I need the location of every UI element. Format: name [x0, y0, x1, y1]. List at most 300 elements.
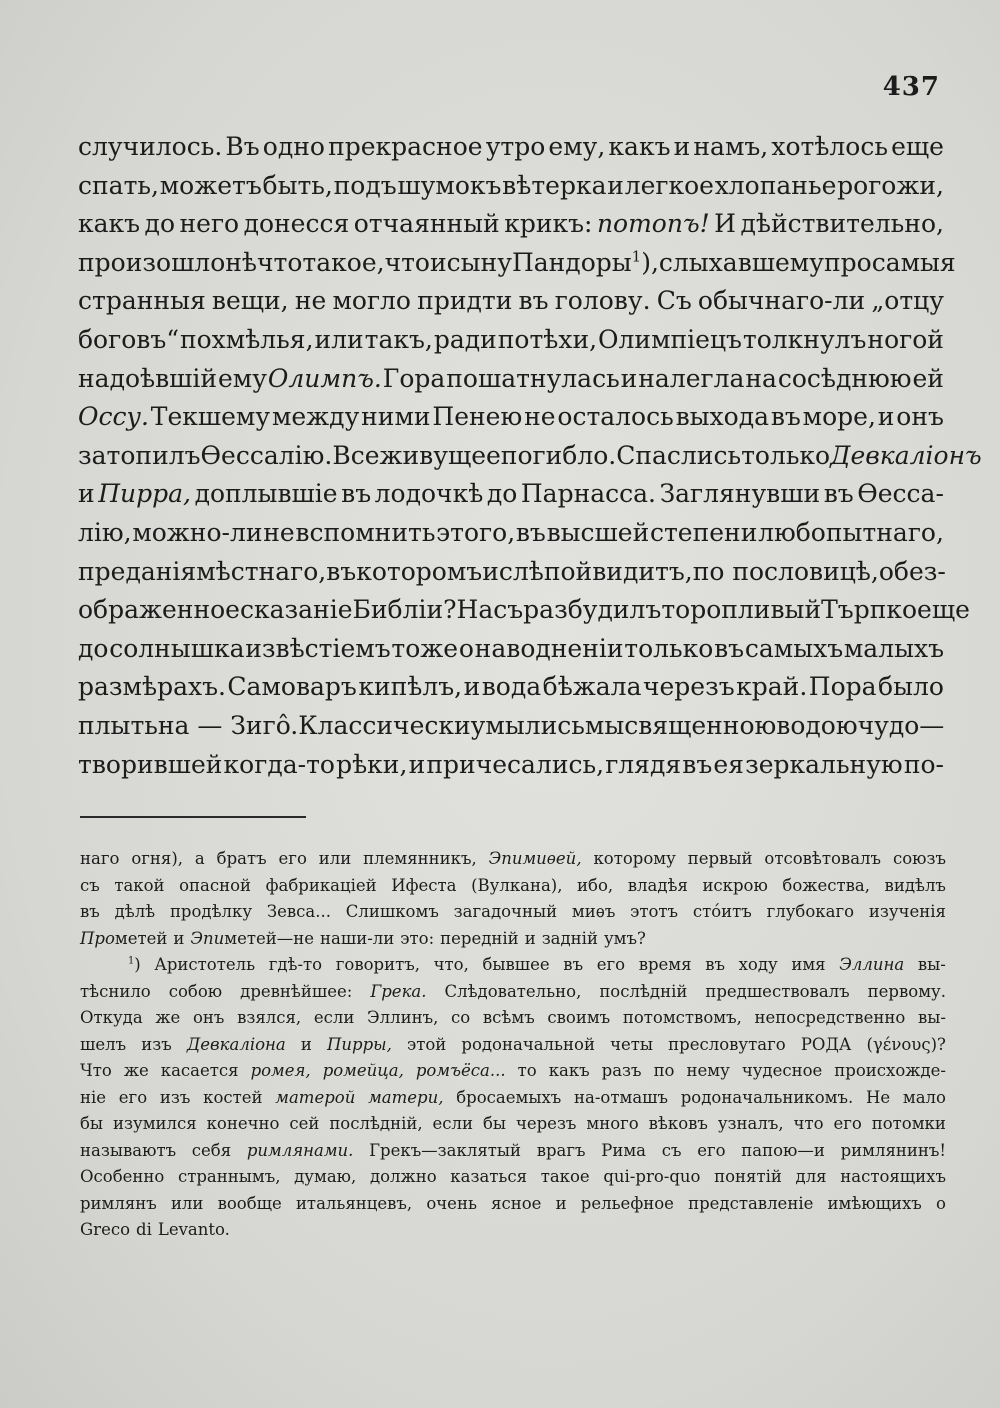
word: древнѣйшее:	[240, 981, 353, 1001]
word: Ѳесса-	[857, 479, 944, 509]
word: такое,	[302, 247, 385, 277]
word: на	[745, 363, 777, 393]
word: творившей	[78, 749, 223, 779]
word: братъ	[216, 849, 267, 868]
word: опасной	[179, 875, 252, 895]
word: когда-то	[223, 749, 335, 779]
word: Прометей	[80, 928, 168, 948]
page-number: 437	[882, 72, 940, 102]
word: или	[170, 1193, 204, 1213]
word: въ	[326, 556, 357, 586]
word: этой	[406, 1034, 447, 1054]
word: бы	[482, 1114, 507, 1133]
word: миѳъ	[571, 902, 616, 921]
word: въ	[714, 633, 745, 663]
word: Откуда	[80, 1008, 143, 1027]
word: римлянинъ!	[840, 1140, 946, 1160]
word: это:	[400, 928, 435, 948]
word: не	[263, 517, 295, 547]
word: утро	[485, 132, 546, 161]
word: въ	[518, 286, 549, 316]
word: для	[795, 1167, 827, 1186]
word: странныя	[78, 286, 206, 316]
word: произошло	[78, 247, 226, 277]
main-text-block	[78, 128, 982, 784]
word: бѣжала	[542, 672, 642, 702]
word: Съ	[656, 286, 692, 316]
word: осталось	[557, 402, 674, 432]
word: имя	[791, 955, 826, 974]
word: какъ	[78, 209, 141, 239]
word: Levanto.	[157, 1220, 230, 1239]
word: взялся,	[237, 1008, 302, 1027]
word: ромъёса...	[415, 1061, 506, 1080]
word: Пирры,	[327, 1034, 392, 1054]
word: костей	[203, 1087, 263, 1107]
word: Пандоры	[511, 247, 632, 277]
text-line	[78, 128, 944, 167]
word: нему	[686, 1061, 730, 1080]
word: Библіи?	[352, 595, 457, 625]
text-line	[78, 475, 944, 514]
word: шумокъ	[397, 170, 502, 200]
word: любопытнаго,	[758, 517, 944, 547]
word: же	[155, 1008, 181, 1027]
word: слѣпой	[498, 556, 593, 586]
word: называютъ	[80, 1140, 177, 1160]
word: изумился	[113, 1114, 197, 1133]
word: этотъ	[630, 902, 679, 921]
word: что	[793, 1114, 824, 1133]
word: умылись	[470, 710, 585, 740]
word: послѣдній	[599, 981, 688, 1001]
word: тѣснило	[80, 981, 151, 1001]
word: пошатнулась	[446, 363, 620, 393]
word: стóитъ	[692, 902, 752, 921]
word: Эпиметей—не	[190, 928, 315, 948]
word: матерой	[275, 1087, 356, 1107]
word: имѣющихъ	[827, 1193, 922, 1213]
word: въ	[341, 479, 372, 509]
word: di	[136, 1220, 152, 1239]
word: доплывшіе	[194, 479, 338, 509]
word: Въ	[225, 132, 260, 161]
word: и	[78, 479, 95, 509]
word: надоѣвшій	[78, 363, 218, 393]
word: умъ?	[603, 928, 646, 948]
word: и	[524, 928, 536, 948]
word: изученія	[868, 902, 946, 921]
word: было	[878, 672, 944, 702]
word: и	[555, 1193, 567, 1213]
word: РОДА	[800, 1034, 852, 1054]
footnote-line	[80, 1058, 946, 1085]
word: $^1$)	[128, 955, 141, 974]
word: отсовѣтовалъ	[764, 849, 882, 868]
word: онъ	[192, 1008, 225, 1027]
word: думаю,	[294, 1167, 357, 1186]
word: море,	[802, 402, 876, 432]
word: загадочный	[453, 902, 558, 921]
word: римлянъ	[80, 1193, 157, 1213]
word: Эллинъ,	[367, 1008, 439, 1027]
word: сыну	[446, 247, 512, 277]
word: Гора	[382, 363, 446, 393]
word: его	[697, 1140, 726, 1160]
word: чудесное	[741, 1061, 823, 1080]
word: или	[318, 849, 352, 868]
word: Что	[80, 1061, 112, 1080]
footnote-line	[80, 1164, 946, 1191]
word: ради	[433, 324, 497, 354]
footnote-line	[80, 1217, 946, 1244]
word: выхода	[675, 402, 769, 432]
word: Девкаліона	[186, 1034, 286, 1054]
word: какъ	[608, 132, 671, 161]
word: Девкаліонъ	[830, 440, 982, 470]
word: Пенею	[432, 402, 523, 432]
word: изъ	[159, 1087, 191, 1107]
word: четы	[610, 1034, 654, 1054]
word: вы-	[917, 1008, 946, 1027]
word: спать,	[78, 170, 159, 200]
word: сосѣднюю	[777, 363, 912, 393]
word: $^1$),	[631, 247, 659, 277]
word: крикъ:	[504, 209, 593, 239]
footnote-line	[80, 1032, 946, 1059]
word: и	[429, 247, 447, 277]
word: много	[586, 1114, 639, 1133]
word: затопилъ	[78, 440, 201, 470]
word: не	[294, 286, 327, 316]
word: на-отмашъ	[574, 1087, 668, 1107]
word: торопливый	[661, 595, 822, 625]
word: черезъ	[515, 1114, 577, 1133]
word: самыхъ	[744, 633, 844, 663]
word: мы	[584, 710, 625, 740]
word: донесся	[243, 209, 350, 239]
word: qui-pro-quo	[603, 1167, 701, 1186]
word: бывшее	[482, 955, 550, 974]
text-line	[78, 321, 944, 360]
word: итальянцевъ,	[295, 1193, 413, 1213]
footnote-line	[80, 1111, 946, 1138]
word: могло	[332, 286, 411, 316]
word: Текшему	[150, 402, 271, 432]
word: лодочкѣ	[374, 479, 484, 509]
word: хотѣлось	[771, 132, 888, 161]
word: происхожде-	[834, 1061, 946, 1080]
word: край.	[736, 672, 808, 702]
word: подъ	[333, 170, 397, 200]
word: ея	[713, 749, 744, 779]
word: преданія	[78, 556, 197, 586]
word: разбудилъ	[523, 595, 662, 625]
word: налегла	[638, 363, 745, 393]
word: тоже	[391, 633, 459, 663]
word: въ	[823, 479, 854, 509]
word: причесались,	[426, 749, 605, 779]
word: потомствомъ,	[622, 1008, 742, 1027]
word: должно	[369, 1167, 437, 1186]
word: Рима	[601, 1140, 647, 1160]
word: послѣдній,	[329, 1114, 423, 1133]
word: бросаемыхъ	[456, 1087, 562, 1107]
word: черезъ	[642, 672, 735, 702]
word: Насъ	[456, 595, 524, 625]
word: Ифеста	[391, 875, 457, 895]
word: Ѳессалію.	[200, 440, 333, 470]
word: въ	[682, 749, 713, 779]
word: передній	[440, 928, 519, 948]
word: мѣстнаго,	[196, 556, 327, 586]
footnote-line	[80, 1085, 946, 1112]
word: живущее	[379, 440, 501, 470]
word: понятій	[714, 1167, 782, 1186]
word: обычнаго-ли	[697, 286, 866, 316]
text-line	[78, 668, 944, 707]
word: этого,	[436, 517, 516, 547]
word: до	[78, 633, 109, 663]
word: и	[620, 363, 638, 393]
word: плыть	[78, 710, 158, 740]
word: только	[741, 440, 831, 470]
word: Пора	[808, 672, 877, 702]
word: такое	[540, 1167, 590, 1186]
word: и	[463, 672, 481, 702]
word: И	[714, 209, 736, 239]
word: солнышка	[109, 633, 245, 663]
word: водою	[776, 710, 858, 740]
word: и	[300, 1034, 312, 1054]
word: (γένους)?	[866, 1034, 946, 1054]
word: наши-ли	[320, 928, 395, 948]
word: которому	[593, 849, 676, 868]
word: и	[877, 402, 895, 432]
word: владѣя	[627, 875, 688, 895]
word: себя	[191, 1140, 232, 1160]
word: и	[607, 170, 624, 200]
word: на — Зигô.	[157, 710, 299, 740]
word: разъ	[601, 1061, 642, 1080]
word: одно	[262, 132, 325, 161]
word: онъ	[896, 402, 944, 432]
word: Greco	[80, 1220, 131, 1239]
word: по-	[903, 749, 944, 779]
word: Эллина	[839, 955, 905, 974]
word: только	[624, 633, 714, 663]
word: и	[408, 749, 426, 779]
word: такой	[114, 875, 165, 895]
word: что	[384, 247, 430, 277]
word: степени	[649, 517, 758, 547]
word: шелъ	[80, 1034, 127, 1054]
word: придти	[417, 286, 513, 316]
word: вѣтерка	[502, 170, 607, 200]
word: его	[596, 955, 626, 974]
word: самыя	[871, 247, 956, 277]
word: время	[638, 955, 692, 974]
text-line	[78, 514, 944, 553]
word: вода	[481, 672, 542, 702]
footnotes-block	[80, 846, 946, 1244]
word: ними	[361, 402, 431, 432]
word: по	[653, 1061, 675, 1080]
word: и	[673, 132, 691, 161]
word: Олимпіецъ	[598, 324, 742, 354]
word: врагъ	[536, 1140, 586, 1160]
word: то	[517, 1061, 537, 1080]
word: Зевса...	[266, 902, 331, 921]
word: въ	[80, 902, 100, 921]
word: говоритъ,	[335, 955, 420, 974]
word: бы	[80, 1114, 104, 1133]
word: если	[313, 1008, 355, 1027]
word: Спаслись	[616, 440, 742, 470]
word: Слѣдовательно,	[444, 981, 582, 1001]
word: малыхъ	[843, 633, 944, 663]
word: племянникъ,	[363, 849, 477, 868]
word: рогожи,	[837, 170, 944, 200]
word: хлопанье	[714, 170, 837, 200]
word: видѣлъ	[884, 875, 946, 895]
word: вспомнить	[295, 517, 436, 547]
word: очень	[426, 1193, 477, 1213]
word: со	[451, 1008, 471, 1027]
word: Заглянувши	[659, 479, 821, 509]
word: въ	[515, 517, 546, 547]
word: можетъ	[159, 170, 262, 200]
word: конечно	[206, 1114, 280, 1133]
word: ибо,	[577, 875, 614, 895]
word: ему,	[548, 132, 606, 161]
word: вещи,	[211, 286, 289, 316]
word: какъ	[548, 1061, 590, 1080]
text-line	[78, 707, 944, 746]
word: Грекъ—заклятый	[369, 1140, 521, 1160]
text-line	[78, 746, 944, 785]
word: еще	[891, 132, 944, 161]
word: пресловутаго	[668, 1034, 786, 1054]
footnote-line	[80, 1005, 946, 1032]
word: римлянами.	[246, 1140, 354, 1160]
word: ромея,	[250, 1061, 311, 1080]
word: до	[486, 479, 518, 509]
word: вѣковъ	[648, 1114, 708, 1133]
word: фабрикаціей	[265, 875, 377, 895]
word: Слишкомъ	[345, 902, 439, 921]
word: потѣхи,	[497, 324, 598, 354]
word: папою—и	[741, 1140, 825, 1160]
word: „отцу	[871, 286, 944, 316]
word: настоящихъ	[840, 1167, 946, 1186]
word: Особенно	[80, 1167, 165, 1186]
footnote-line	[80, 1191, 946, 1218]
word: узналъ,	[717, 1114, 784, 1133]
word: высшей	[546, 517, 650, 547]
footnote-line	[80, 979, 946, 1006]
word: рельефное	[580, 1193, 674, 1213]
word: наводненіи	[474, 633, 624, 663]
text-line	[78, 282, 944, 321]
word: представленіе	[688, 1193, 814, 1213]
word: божества,	[782, 875, 870, 895]
word: быть,	[262, 170, 333, 200]
word: Эпимиѳей,	[488, 849, 582, 868]
text-line	[78, 167, 944, 206]
word: ему	[218, 363, 267, 393]
word: Оссу.	[78, 402, 149, 432]
footnote-line	[80, 1138, 946, 1165]
footnote-separator	[80, 816, 306, 818]
word: отчаянный	[353, 209, 500, 239]
word: сказаніе	[239, 595, 353, 625]
text-line	[78, 553, 944, 592]
word: родоначальникомъ.	[680, 1087, 854, 1107]
word: вы-	[917, 955, 946, 974]
word: съ	[661, 1140, 682, 1160]
word: Аристотель	[154, 955, 256, 974]
word: своимъ	[547, 1008, 611, 1027]
word: голову.	[554, 286, 651, 316]
word: чудо—	[857, 710, 945, 740]
footnote-line	[80, 926, 946, 953]
word: первый	[687, 849, 753, 868]
word: Все	[332, 440, 380, 470]
word: которомъ	[356, 556, 483, 586]
word: (Вулкана),	[471, 875, 563, 895]
word: такъ,	[364, 324, 433, 354]
word: не	[524, 402, 556, 432]
word: ніе	[80, 1087, 107, 1107]
footnote-line	[80, 952, 946, 979]
word: про	[823, 247, 872, 277]
word: страннымъ,	[178, 1167, 281, 1186]
word: Олимпъ.	[267, 363, 382, 393]
word: потопъ!	[596, 209, 710, 239]
word: наго	[80, 849, 120, 868]
word: Грека.	[370, 981, 427, 1001]
word: намъ,	[693, 132, 769, 161]
word: погибло.	[500, 440, 617, 470]
word: его	[118, 1087, 148, 1107]
word: ромейца,	[322, 1061, 404, 1080]
word: размѣрахъ.	[78, 672, 226, 702]
word: видитъ,	[592, 556, 693, 586]
word: глубокаго	[766, 902, 855, 921]
text-line	[78, 244, 956, 283]
word: его	[278, 849, 307, 868]
word: Не	[865, 1087, 891, 1107]
word: непосредственно	[754, 1008, 906, 1027]
text-line	[78, 437, 982, 476]
word: первому.	[867, 981, 946, 1001]
word: вообще	[217, 1193, 282, 1213]
word: о	[935, 1193, 946, 1213]
word: случилось.	[78, 132, 223, 161]
word: если	[432, 1114, 474, 1133]
word: Парнасса.	[520, 479, 656, 509]
word: толкнулъ	[742, 324, 867, 354]
word: сей	[289, 1114, 320, 1133]
word: священною	[624, 710, 777, 740]
word: ясное	[491, 1193, 542, 1213]
word: и	[173, 928, 185, 948]
footnote-line	[80, 873, 946, 900]
word: а	[194, 849, 205, 868]
word: всѣмъ	[482, 1008, 535, 1027]
word: дѣйствительно,	[740, 209, 944, 239]
